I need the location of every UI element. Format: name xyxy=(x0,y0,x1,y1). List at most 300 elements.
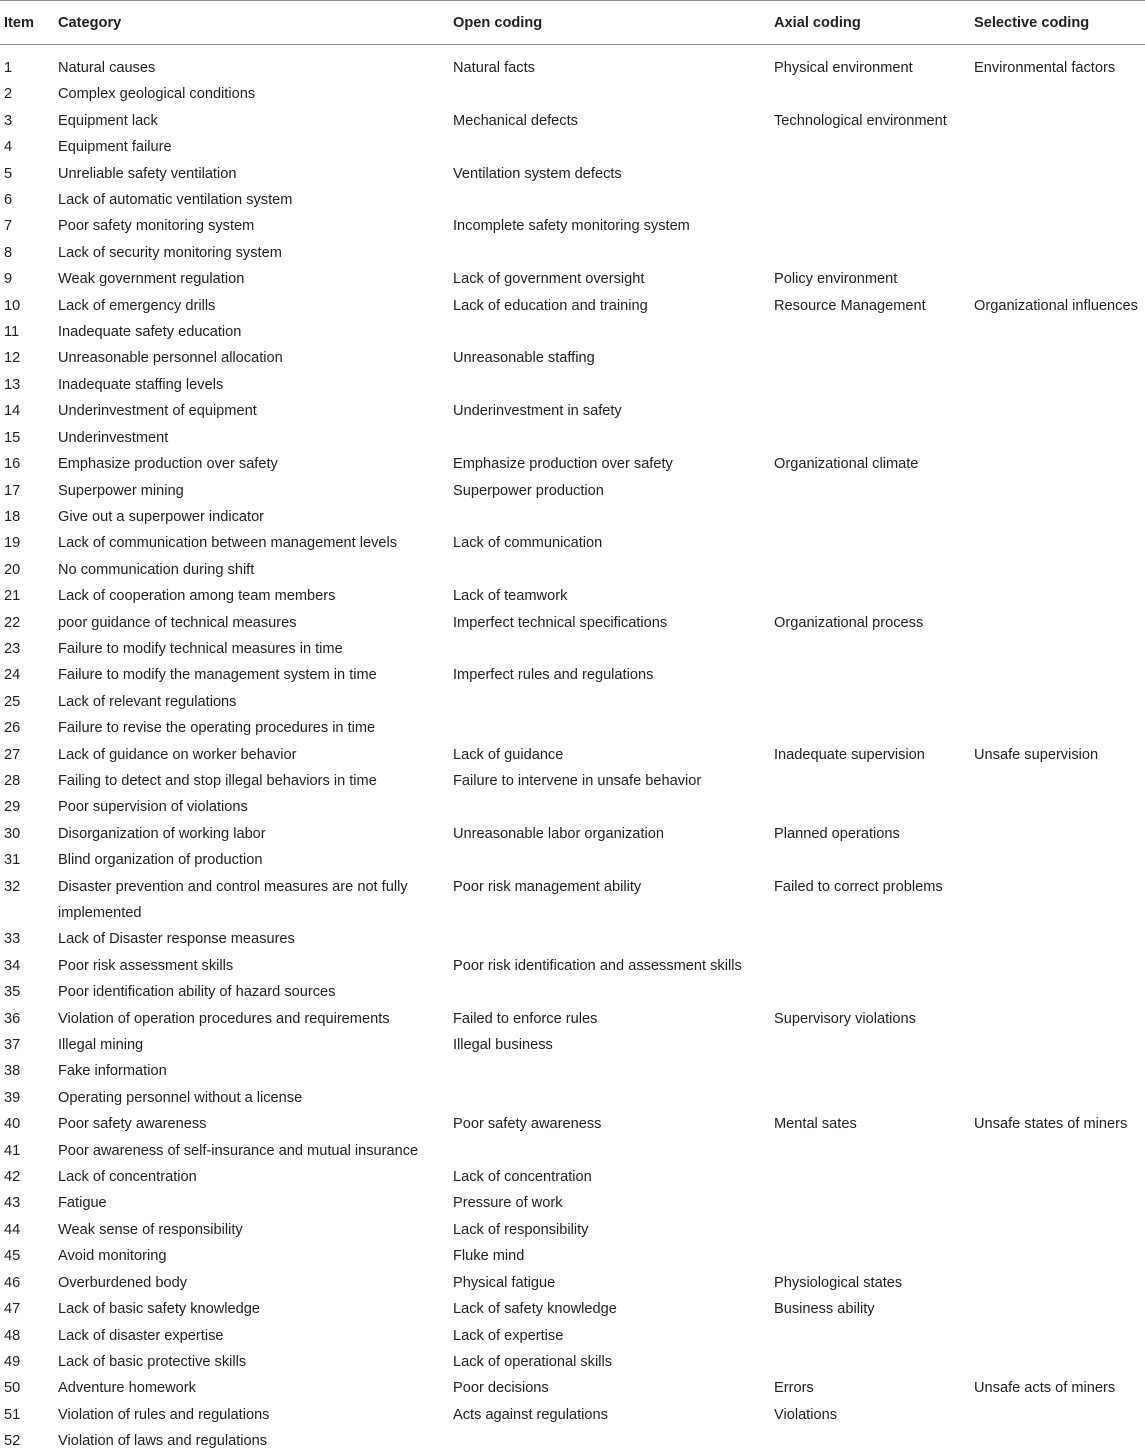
open-coding-cell xyxy=(453,1085,774,1111)
category-cell: Adventure homework xyxy=(58,1380,196,1397)
axial-coding-cell xyxy=(774,1428,974,1454)
open-coding-cell xyxy=(453,794,774,820)
selective-coding-cell xyxy=(974,1217,1145,1243)
axial-coding-cell: Business ability xyxy=(774,1301,875,1318)
category-cell: Fatigue xyxy=(58,1195,107,1212)
category-cell: Violation of operation procedures and requirements xyxy=(58,1010,390,1027)
selective-coding-cell xyxy=(974,847,1145,873)
category-cell: Unreliable safety ventilation xyxy=(58,165,237,182)
table-row xyxy=(0,979,1145,1005)
axial-coding-cell: Organizational climate xyxy=(774,456,919,473)
open-coding-cell: Poor safety awareness xyxy=(453,1116,602,1133)
table-row xyxy=(0,240,1145,266)
table-row xyxy=(0,108,1145,134)
selective-coding-cell xyxy=(974,583,1145,609)
item-cell: 36 xyxy=(4,1010,21,1027)
item-cell: 18 xyxy=(4,508,21,525)
axial-coding-cell xyxy=(774,134,974,160)
category-cell: Failure to modify technical measures in time xyxy=(58,640,343,657)
header-item: Item xyxy=(0,1,58,45)
open-coding-cell: Unreasonable labor organization xyxy=(453,825,664,842)
category-cell: Equipment failure xyxy=(58,139,172,156)
category-cell: Lack of basic safety knowledge xyxy=(58,1301,260,1318)
axial-coding-cell xyxy=(774,372,974,398)
category-cell: Lack of security monitoring system xyxy=(58,244,282,261)
item-cell: 41 xyxy=(4,1142,21,1159)
selective-coding-cell: Unsafe acts of miners xyxy=(974,1380,1116,1397)
table-row xyxy=(0,1111,1145,1137)
item-cell: 30 xyxy=(4,825,21,842)
selective-coding-cell xyxy=(974,372,1145,398)
axial-coding-cell: Failed to correct problems xyxy=(774,878,943,895)
selective-coding-cell xyxy=(974,134,1145,160)
category-cell: Failure to modify the management system in time xyxy=(58,667,377,684)
open-coding-cell xyxy=(453,1138,774,1164)
axial-coding-cell xyxy=(774,161,974,187)
open-coding-cell xyxy=(453,636,774,662)
open-coding-cell: Emphasize production over safety xyxy=(453,456,673,473)
table-row xyxy=(0,847,1145,873)
axial-coding-cell: Violations xyxy=(774,1406,838,1423)
category-cell: poor guidance of technical measures xyxy=(58,614,297,631)
open-coding-cell xyxy=(453,372,774,398)
selective-coding-cell xyxy=(974,821,1145,847)
item-cell: 38 xyxy=(4,1063,21,1080)
item-cell: 19 xyxy=(4,535,21,552)
item-cell: 26 xyxy=(4,720,21,737)
open-coding-cell xyxy=(453,979,774,1005)
table-body xyxy=(0,45,1145,1455)
open-coding-cell: Poor risk management ability xyxy=(453,878,642,895)
axial-coding-cell xyxy=(774,1138,974,1164)
category-cell: Lack of communication between management levels xyxy=(58,535,398,552)
category-cell: Complex geological conditions xyxy=(58,86,256,103)
selective-coding-cell xyxy=(974,161,1145,187)
table-row xyxy=(0,1375,1145,1401)
selective-coding-cell xyxy=(974,1402,1145,1428)
selective-coding-cell xyxy=(974,662,1145,688)
open-coding-cell: Lack of safety knowledge xyxy=(453,1301,617,1318)
category-cell: Inadequate safety education xyxy=(58,324,242,341)
open-coding-cell: Acts against regulations xyxy=(453,1406,608,1423)
category-cell: Avoid monitoring xyxy=(58,1248,167,1265)
selective-coding-cell xyxy=(974,1243,1145,1269)
selective-coding-cell xyxy=(974,319,1145,345)
open-coding-cell xyxy=(453,187,774,213)
table-row xyxy=(0,610,1145,636)
open-coding-cell: Failed to enforce rules xyxy=(453,1010,598,1027)
category-cell: Lack of automatic ventilation system xyxy=(58,192,293,209)
item-cell: 37 xyxy=(4,1037,21,1054)
item-cell: 42 xyxy=(4,1169,21,1186)
open-coding-cell: Imperfect technical specifications xyxy=(453,614,668,631)
axial-coding-cell xyxy=(774,240,974,266)
table-row xyxy=(0,1058,1145,1084)
open-coding-cell: Illegal business xyxy=(453,1037,553,1054)
item-cell: 32 xyxy=(4,878,21,895)
item-cell: 46 xyxy=(4,1274,21,1291)
header-axial-coding: Axial coding xyxy=(774,1,974,45)
selective-coding-cell xyxy=(974,1323,1145,1349)
category-cell: Fake information xyxy=(58,1063,167,1080)
category-cell: Disaster prevention and control measures are not fully implemented xyxy=(58,878,408,921)
open-coding-cell xyxy=(453,1428,774,1454)
item-cell: 22 xyxy=(4,614,21,631)
open-coding-cell xyxy=(453,847,774,873)
selective-coding-cell xyxy=(974,1270,1145,1296)
category-cell: Lack of cooperation among team members xyxy=(58,588,336,605)
category-cell: Poor safety awareness xyxy=(58,1116,207,1133)
category-cell: Operating personnel without a license xyxy=(58,1089,303,1106)
header-row xyxy=(0,1,1145,45)
open-coding-cell: Physical fatigue xyxy=(453,1274,556,1291)
item-cell: 51 xyxy=(4,1406,21,1423)
item-cell: 10 xyxy=(4,297,21,314)
axial-coding-cell xyxy=(774,689,974,715)
category-cell: Poor risk assessment skills xyxy=(58,957,234,974)
axial-coding-cell xyxy=(774,662,974,688)
axial-coding-cell xyxy=(774,319,974,345)
axial-coding-cell: Technological environment xyxy=(774,112,947,129)
table-row xyxy=(0,1296,1145,1322)
selective-coding-cell xyxy=(974,636,1145,662)
open-coding-cell: Failure to intervene in unsafe behavior xyxy=(453,772,702,789)
item-cell: 39 xyxy=(4,1089,21,1106)
category-cell: Poor awareness of self-insurance and mutual insurance xyxy=(58,1142,419,1159)
table-row xyxy=(0,372,1145,398)
table-row xyxy=(0,742,1145,768)
item-cell: 2 xyxy=(4,86,13,103)
table-row xyxy=(0,794,1145,820)
category-cell: Emphasize production over safety xyxy=(58,456,278,473)
table-row xyxy=(0,1032,1145,1058)
selective-coding-cell: Unsafe supervision xyxy=(974,746,1099,763)
selective-coding-cell xyxy=(974,1296,1145,1322)
table-row xyxy=(0,1190,1145,1216)
selective-coding-cell xyxy=(974,504,1145,530)
open-coding-cell xyxy=(453,425,774,451)
category-cell: Unreasonable personnel allocation xyxy=(58,350,283,367)
open-coding-cell xyxy=(453,319,774,345)
selective-coding-cell xyxy=(974,1164,1145,1190)
selective-coding-cell xyxy=(974,768,1145,794)
open-coding-cell xyxy=(453,504,774,530)
category-cell: Poor identification ability of hazard sources xyxy=(58,984,336,1001)
category-cell: Failure to revise the operating procedures in time xyxy=(58,720,376,737)
open-coding-cell: Fluke mind xyxy=(453,1248,525,1265)
item-cell: 24 xyxy=(4,667,21,684)
selective-coding-cell xyxy=(974,1138,1145,1164)
axial-coding-cell xyxy=(774,953,974,979)
table-row xyxy=(0,1217,1145,1243)
axial-coding-cell xyxy=(774,1217,974,1243)
open-coding-cell: Ventilation system defects xyxy=(453,165,622,182)
selective-coding-cell xyxy=(974,398,1145,424)
table-row xyxy=(0,557,1145,583)
category-cell: Failing to detect and stop illegal behaviors in time xyxy=(58,772,377,789)
item-cell: 34 xyxy=(4,957,21,974)
table-row xyxy=(0,345,1145,371)
open-coding-cell xyxy=(453,240,774,266)
open-coding-cell: Lack of concentration xyxy=(453,1169,592,1186)
category-cell: Lack of disaster expertise xyxy=(58,1327,224,1344)
selective-coding-cell xyxy=(974,715,1145,741)
axial-coding-cell xyxy=(774,1164,974,1190)
item-cell: 48 xyxy=(4,1327,21,1344)
axial-coding-cell: Supervisory violations xyxy=(774,1010,916,1027)
category-cell: Underinvestment of equipment xyxy=(58,403,257,420)
category-cell: Inadequate staffing levels xyxy=(58,376,224,393)
selective-coding-cell xyxy=(974,530,1145,556)
axial-coding-cell xyxy=(774,557,974,583)
category-cell: Give out a superpower indicator xyxy=(58,508,265,525)
table-row xyxy=(0,504,1145,530)
selective-coding-cell xyxy=(974,953,1145,979)
open-coding-cell xyxy=(453,689,774,715)
axial-coding-cell: Physiological states xyxy=(774,1274,903,1291)
axial-coding-cell: Mental sates xyxy=(774,1116,857,1133)
axial-coding-cell xyxy=(774,1349,974,1375)
open-coding-cell: Lack of government oversight xyxy=(453,271,645,288)
open-coding-cell: Underinvestment in safety xyxy=(453,403,622,420)
category-cell: No communication during shift xyxy=(58,561,255,578)
item-cell: 4 xyxy=(4,139,13,156)
item-cell: 7 xyxy=(4,218,13,235)
open-coding-cell: Lack of responsibility xyxy=(453,1221,589,1238)
item-cell: 20 xyxy=(4,561,21,578)
category-cell: Lack of relevant regulations xyxy=(58,693,237,710)
item-cell: 52 xyxy=(4,1433,21,1450)
item-cell: 14 xyxy=(4,403,21,420)
item-cell: 6 xyxy=(4,192,13,209)
table-row xyxy=(0,1402,1145,1428)
category-cell: Violation of rules and regulations xyxy=(58,1406,270,1423)
axial-coding-cell xyxy=(774,794,974,820)
table-row xyxy=(0,293,1145,319)
category-cell: Disorganization of working labor xyxy=(58,825,266,842)
category-cell: Weak sense of responsibility xyxy=(58,1221,243,1238)
item-cell: 47 xyxy=(4,1301,21,1318)
item-cell: 17 xyxy=(4,482,21,499)
table-row xyxy=(0,398,1145,424)
axial-coding-cell: Planned operations xyxy=(774,825,900,842)
selective-coding-cell xyxy=(974,425,1145,451)
category-cell: Overburdened body xyxy=(58,1274,187,1291)
axial-coding-cell: Organizational process xyxy=(774,614,924,631)
table-row xyxy=(0,1349,1145,1375)
category-cell: Blind organization of production xyxy=(58,852,263,869)
open-coding-cell: Mechanical defects xyxy=(453,112,578,129)
selective-coding-cell xyxy=(974,1349,1145,1375)
item-cell: 3 xyxy=(4,112,13,129)
selective-coding-cell xyxy=(974,979,1145,1005)
item-cell: 25 xyxy=(4,693,21,710)
table-header xyxy=(0,1,1145,45)
axial-coding-cell xyxy=(774,1032,974,1058)
selective-coding-cell xyxy=(974,926,1145,952)
open-coding-cell: Lack of guidance xyxy=(453,746,564,763)
category-cell: Illegal mining xyxy=(58,1037,144,1054)
header-selective-coding: Selective coding xyxy=(974,1,1145,45)
category-cell: Poor supervision of violations xyxy=(58,799,248,816)
category-cell: Underinvestment xyxy=(58,429,169,446)
category-cell: Equipment lack xyxy=(58,112,158,129)
item-cell: 40 xyxy=(4,1116,21,1133)
selective-coding-cell xyxy=(974,689,1145,715)
axial-coding-cell xyxy=(774,583,974,609)
selective-coding-cell xyxy=(974,451,1145,477)
item-cell: 31 xyxy=(4,852,21,869)
category-cell: Weak government regulation xyxy=(58,271,245,288)
item-cell: 49 xyxy=(4,1353,21,1370)
table-row xyxy=(0,478,1145,504)
table-row xyxy=(0,1006,1145,1032)
item-cell: 21 xyxy=(4,588,21,605)
item-cell: 50 xyxy=(4,1380,21,1397)
category-cell: Natural causes xyxy=(58,60,156,76)
axial-coding-cell xyxy=(774,1190,974,1216)
open-coding-cell xyxy=(453,1058,774,1084)
table-row xyxy=(0,266,1145,292)
category-cell: Superpower mining xyxy=(58,482,184,499)
selective-coding-cell: Organizational influences xyxy=(974,297,1138,314)
table-row xyxy=(0,187,1145,213)
table-row xyxy=(0,530,1145,556)
table-row xyxy=(0,953,1145,979)
open-coding-cell xyxy=(453,81,774,107)
axial-coding-cell xyxy=(774,1085,974,1111)
category-cell: Poor safety monitoring system xyxy=(58,218,255,235)
category-cell: Lack of concentration xyxy=(58,1169,197,1186)
item-cell: 29 xyxy=(4,799,21,816)
axial-coding-cell xyxy=(774,398,974,424)
selective-coding-cell xyxy=(974,1428,1145,1454)
axial-coding-cell xyxy=(774,530,974,556)
axial-coding-cell xyxy=(774,504,974,530)
axial-coding-cell xyxy=(774,1323,974,1349)
item-cell: 28 xyxy=(4,772,21,789)
item-cell: 23 xyxy=(4,640,21,657)
open-coding-cell: Lack of communication xyxy=(453,535,603,552)
selective-coding-cell xyxy=(974,81,1145,107)
axial-coding-cell: Physical environment xyxy=(774,60,913,76)
open-coding-cell: Superpower production xyxy=(453,482,604,499)
selective-coding-cell xyxy=(974,1032,1145,1058)
table-row xyxy=(0,715,1145,741)
table-row xyxy=(0,134,1145,160)
open-coding-cell: Lack of education and training xyxy=(453,297,648,314)
selective-coding-cell xyxy=(974,610,1145,636)
item-cell: 5 xyxy=(4,165,13,182)
category-cell: Lack of Disaster response measures xyxy=(58,931,295,948)
axial-coding-cell: Resource Management xyxy=(774,297,926,314)
table-row xyxy=(0,45,1145,82)
axial-coding-cell xyxy=(774,478,974,504)
selective-coding-cell xyxy=(974,1058,1145,1084)
axial-coding-cell xyxy=(774,979,974,1005)
table-row xyxy=(0,1138,1145,1164)
open-coding-cell xyxy=(453,715,774,741)
table-row xyxy=(0,1085,1145,1111)
open-coding-cell: Natural facts xyxy=(453,60,535,76)
selective-coding-cell xyxy=(974,1085,1145,1111)
table-row xyxy=(0,319,1145,345)
item-cell: 11 xyxy=(4,324,20,341)
axial-coding-cell xyxy=(774,768,974,794)
selective-coding-cell: Unsafe states of miners xyxy=(974,1116,1128,1133)
axial-coding-cell xyxy=(774,213,974,239)
selective-coding-cell xyxy=(974,187,1145,213)
item-cell: 9 xyxy=(4,271,13,288)
axial-coding-cell: Inadequate supervision xyxy=(774,746,925,763)
axial-coding-cell xyxy=(774,81,974,107)
selective-coding-cell xyxy=(974,1006,1145,1032)
item-cell: 43 xyxy=(4,1195,21,1212)
table-row xyxy=(0,583,1145,609)
axial-coding-cell xyxy=(774,715,974,741)
item-cell: 44 xyxy=(4,1221,21,1238)
item-cell: 16 xyxy=(4,456,21,473)
open-coding-cell: Lack of teamwork xyxy=(453,588,568,605)
open-coding-cell: Poor risk identification and assessment skills xyxy=(453,957,742,974)
item-cell: 45 xyxy=(4,1248,21,1265)
table-row xyxy=(0,636,1145,662)
axial-coding-cell xyxy=(774,847,974,873)
table-row xyxy=(0,768,1145,794)
item-cell: 35 xyxy=(4,984,21,1001)
table-row xyxy=(0,821,1145,847)
open-coding-cell: Pressure of work xyxy=(453,1195,563,1212)
table-row xyxy=(0,926,1145,952)
open-coding-cell xyxy=(453,557,774,583)
table-row xyxy=(0,161,1145,187)
axial-coding-cell xyxy=(774,187,974,213)
table-row xyxy=(0,1164,1145,1190)
table-row xyxy=(0,1428,1145,1454)
selective-coding-cell xyxy=(974,557,1145,583)
table-row xyxy=(0,425,1145,451)
table-row xyxy=(0,1323,1145,1349)
table-row xyxy=(0,874,1145,927)
table-row xyxy=(0,689,1145,715)
category-cell: Violation of laws and regulations xyxy=(58,1433,268,1450)
axial-coding-cell xyxy=(774,1243,974,1269)
table-row xyxy=(0,451,1145,477)
selective-coding-cell xyxy=(974,213,1145,239)
axial-coding-cell: Policy environment xyxy=(774,271,898,288)
header-category: Category xyxy=(58,1,453,45)
item-cell: 1 xyxy=(4,60,13,76)
selective-coding-cell xyxy=(974,874,1145,927)
category-cell: Lack of basic protective skills xyxy=(58,1353,247,1370)
axial-coding-cell xyxy=(774,345,974,371)
open-coding-cell: Lack of operational skills xyxy=(453,1353,612,1370)
open-coding-cell: Lack of expertise xyxy=(453,1327,564,1344)
selective-coding-cell xyxy=(974,108,1145,134)
selective-coding-cell xyxy=(974,1190,1145,1216)
item-cell: 27 xyxy=(4,746,21,763)
axial-coding-cell xyxy=(774,636,974,662)
open-coding-cell: Unreasonable staffing xyxy=(453,350,595,367)
axial-coding-cell xyxy=(774,926,974,952)
selective-coding-cell xyxy=(974,478,1145,504)
open-coding-cell xyxy=(453,134,774,160)
open-coding-cell xyxy=(453,926,774,952)
selective-coding-cell xyxy=(974,794,1145,820)
selective-coding-cell xyxy=(974,240,1145,266)
item-cell: 13 xyxy=(4,376,21,393)
table-row xyxy=(0,213,1145,239)
